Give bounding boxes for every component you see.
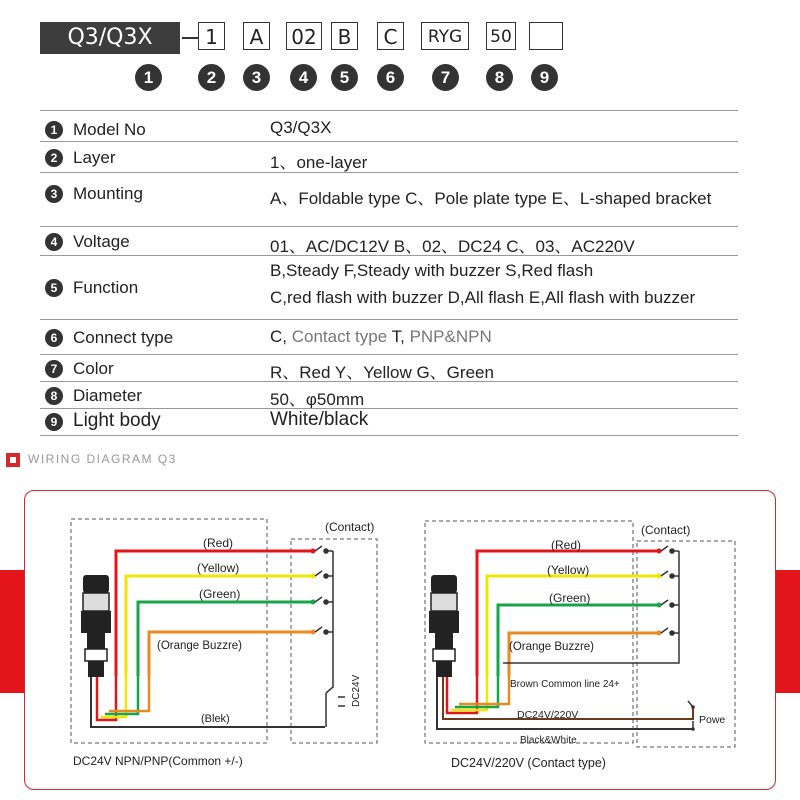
model-code-bar	[40, 18, 800, 88]
left-yellow-label: (Yellow)	[197, 561, 240, 575]
code-box-light-body	[529, 22, 563, 50]
connect-pnp-npn: PNP&NPN	[409, 327, 492, 346]
code-number-3: 3	[243, 64, 270, 91]
row-number: 9	[45, 413, 63, 431]
left-red-label: (Red)	[203, 536, 234, 550]
right-green-label: (Green)	[549, 591, 591, 605]
left-contact-enclosure	[291, 539, 377, 743]
row-label: Model No	[73, 120, 146, 139]
row-number: 5	[45, 279, 63, 297]
right-power-label: Powe	[699, 714, 726, 726]
right-brown-label: Brown Common line 24+	[510, 679, 620, 690]
code-box-function: B	[331, 22, 358, 50]
left-dc-supply-icon	[326, 693, 345, 711]
right-orange-wire	[509, 633, 658, 676]
right-orange-label: (Orange Buzzre)	[509, 641, 595, 653]
spec-table	[40, 110, 738, 436]
right-wiring-diagram	[425, 521, 735, 770]
row-value: 50、φ50mm	[270, 390, 365, 409]
row-label: Voltage	[73, 232, 130, 251]
connect-prefix-c: C,	[270, 327, 292, 346]
left-red-band	[0, 570, 24, 693]
row-number: 8	[45, 387, 63, 405]
spec-row-color	[40, 354, 738, 381]
connect-prefix-t: T,	[387, 327, 410, 346]
row-label: Layer	[73, 148, 116, 167]
row-label: Mounting	[73, 184, 143, 203]
code-number-5: 5	[331, 64, 358, 91]
row-number: 6	[45, 329, 63, 347]
left-green-wire	[138, 602, 312, 676]
code-box-diameter: 50	[486, 22, 516, 50]
row-label: Connect type	[73, 328, 174, 347]
model-code-box: Q3/Q3X	[40, 22, 180, 54]
spec-row-light-body	[40, 408, 738, 436]
heading-square-icon	[6, 453, 20, 467]
left-signal-lamp-icon	[81, 575, 111, 677]
row-number: 3	[45, 185, 63, 203]
spec-row-model	[40, 110, 738, 141]
right-red-label: (Red)	[551, 538, 582, 552]
left-green-label: (Green)	[199, 587, 241, 601]
spec-row-mounting	[40, 172, 738, 226]
right-yellow-label: (Yellow)	[547, 563, 590, 577]
wiring-diagram-panel	[24, 490, 776, 790]
right-signal-lamp-icon	[429, 575, 459, 677]
left-common-bus	[326, 551, 333, 693]
row-value: A、Foldable type C、Pole plate type E、L-shaped bracket	[270, 189, 712, 208]
right-supply-label: DC24V/220V	[517, 709, 579, 721]
row-value: R、Red Y、Yellow G、Green	[270, 363, 494, 382]
left-orange-wire	[149, 632, 312, 676]
row-value: C,red flash with buzzer D,All flash E,All flash with buzzer	[270, 288, 696, 307]
row-number: 1	[45, 121, 63, 139]
row-number: 2	[45, 149, 63, 167]
row-value: White/black	[270, 409, 369, 430]
spec-row-diameter	[40, 381, 738, 408]
code-number-4: 4	[290, 64, 317, 91]
code-number-1: 1	[135, 64, 162, 91]
left-supply-label: DC24V	[351, 674, 362, 707]
row-number: 7	[45, 360, 63, 378]
row-value	[270, 327, 492, 347]
code-box-connect: C	[377, 22, 404, 50]
row-value: 01、AC/DC12V B、02、DC24 C、03、AC220V	[270, 237, 635, 256]
row-number: 4	[45, 233, 63, 251]
left-orange-label: (Orange Buzzre)	[157, 640, 243, 652]
spec-row-function	[40, 255, 738, 319]
right-red-band	[776, 570, 800, 693]
connect-contact-type: Contact type	[291, 327, 388, 346]
row-label: Light body	[73, 410, 161, 431]
left-wiring-diagram	[71, 519, 377, 768]
code-box-color: RYG	[421, 22, 469, 50]
code-number-8: 8	[486, 64, 513, 91]
code-number-2: 2	[198, 64, 225, 91]
row-value: Q3/Q3X	[270, 118, 332, 137]
row-label: Color	[73, 359, 114, 378]
spec-row-connect-type	[40, 319, 738, 354]
right-contact-switches	[657, 546, 680, 636]
right-black-label: Black&White	[520, 735, 577, 746]
left-caption: DC24V NPN/PNP(Common +/-)	[73, 754, 243, 768]
left-contact-switches	[311, 546, 334, 635]
code-number-9: 9	[531, 64, 558, 91]
right-caption: DC24V/220V (Contact type)	[451, 756, 606, 770]
right-contact-label: (Contact)	[641, 523, 691, 537]
spec-row-layer	[40, 141, 738, 172]
code-box-layer: 1	[198, 22, 225, 50]
row-label: Function	[73, 278, 139, 297]
row-value: 1、one-layer	[270, 153, 368, 172]
left-black-label: (Blek)	[201, 713, 230, 725]
heading-text: WIRING DIAGRAM Q3	[28, 452, 177, 466]
code-number-6: 6	[377, 64, 404, 91]
code-box-voltage: 02	[286, 22, 322, 50]
row-label: Diameter	[73, 386, 142, 405]
spec-row-voltage	[40, 226, 738, 255]
wiring-diagram-svg	[25, 491, 777, 791]
code-box-mounting: A	[243, 22, 270, 50]
row-value: B,Steady F,Steady with buzzer S,Red flash	[270, 261, 594, 280]
left-contact-label: (Contact)	[325, 520, 375, 534]
code-dash	[182, 37, 198, 39]
code-number-7: 7	[432, 64, 459, 91]
